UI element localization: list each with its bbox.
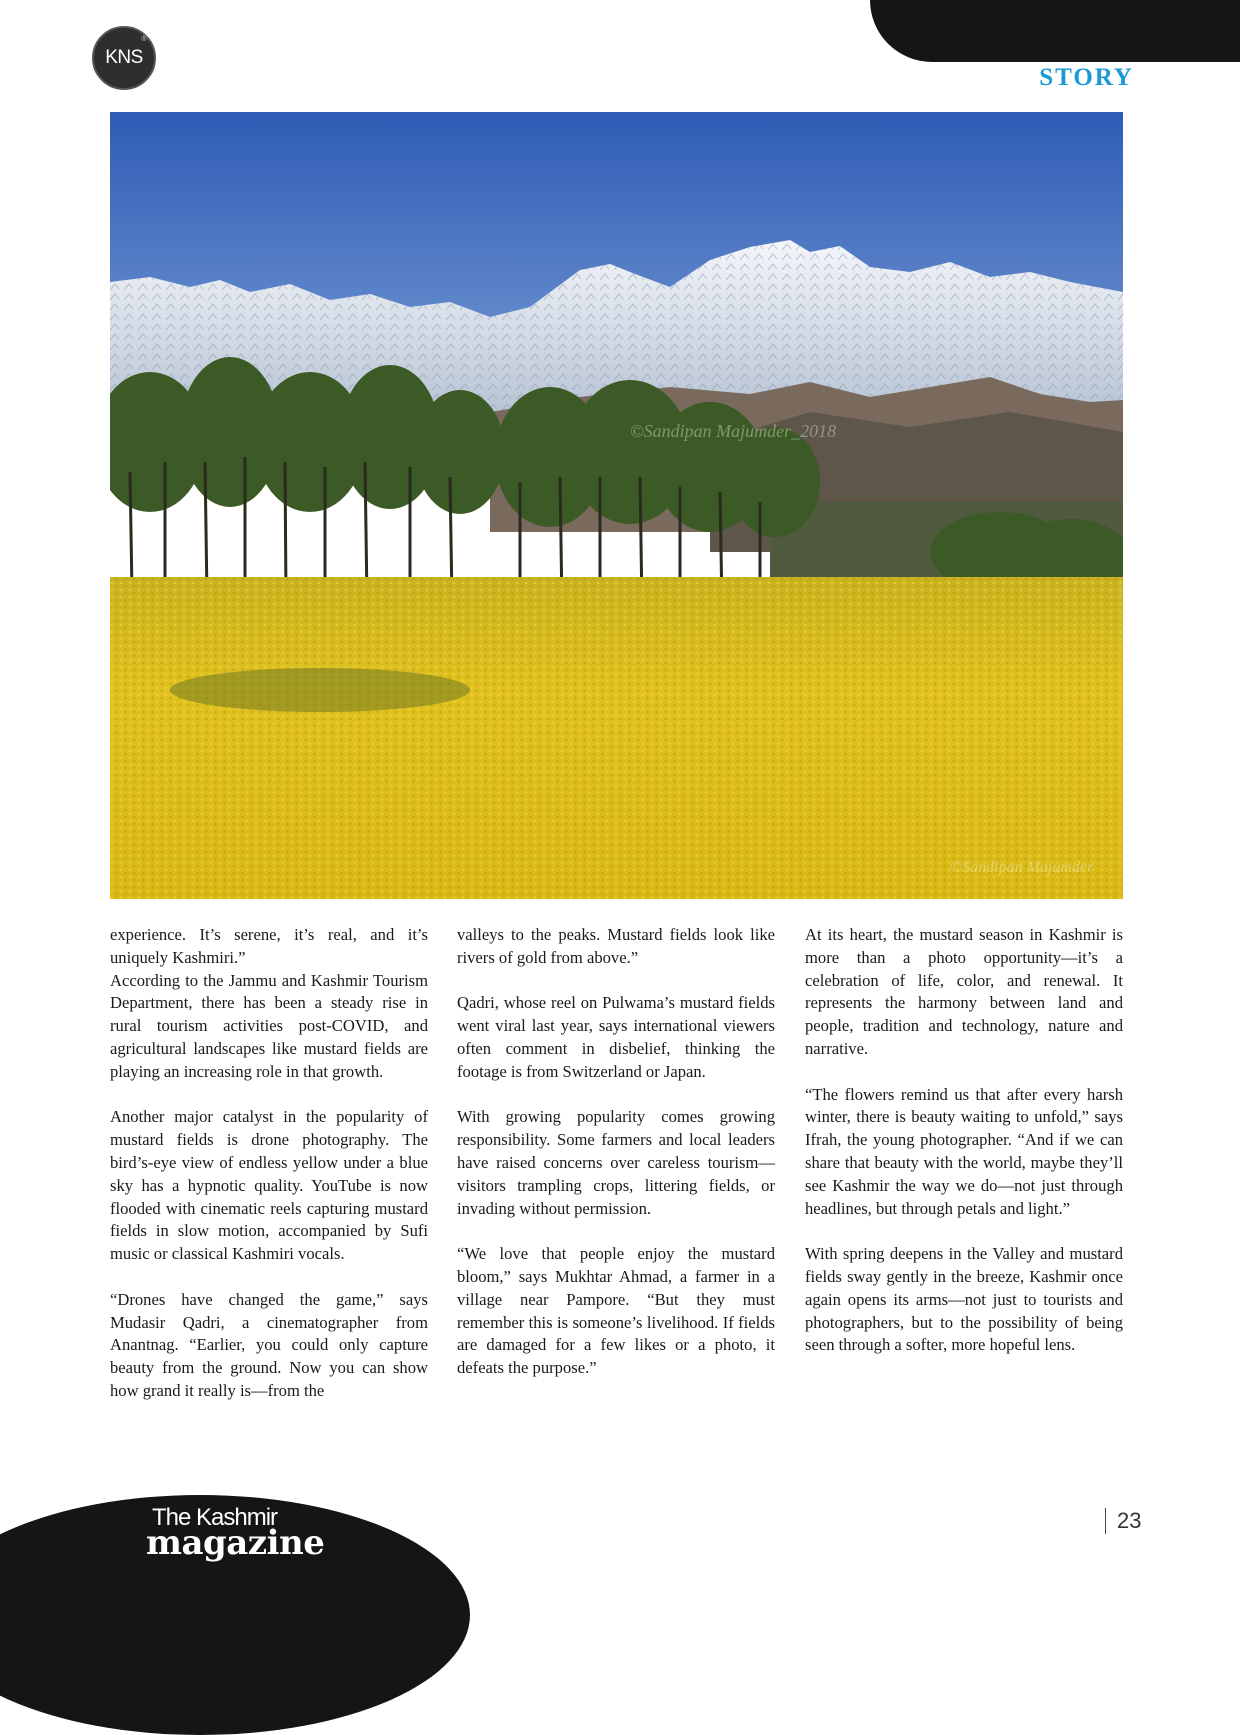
paragraph: Qadri, whose reel on Pulwama’s mustard fields went viral last year, says international viewers often comment in disbelief, thinking the footage is from Switzerland or Japan. xyxy=(457,993,775,1081)
field-patch xyxy=(170,668,470,712)
kns-logo-text: KNS xyxy=(105,47,143,68)
magazine-logo xyxy=(146,1504,325,1563)
article-column-3 xyxy=(805,924,1123,1380)
paragraph: At its heart, the mustard season in Kashmir is more than a photo opportunity—it’s a celebration of life, color, and renewal. It represents the harmony between land and people, tradition and technology, nature and narrative. xyxy=(805,925,1123,1058)
registered-mark: ® xyxy=(141,36,146,43)
paragraph: With growing popularity comes growing responsibility. Some farmers and local leaders have raised concerns over careless tourism—visitors trampling crops, littering fields, or invading without permission. xyxy=(457,1107,775,1218)
paragraph: With spring deepens in the Valley and mustard fields sway gently in the breeze, Kashmir once again opens its arms—not just to tourists and photographers, but to the possibility of being seen through a softer, more hopeful lens. xyxy=(805,1244,1123,1355)
kns-logo xyxy=(92,26,156,90)
article-column-1 xyxy=(110,924,428,1426)
magazine-logo-name: magazine xyxy=(146,1523,325,1563)
paragraph: valleys to the peaks. Mustard fields look like rivers of gold from above.” xyxy=(457,925,775,967)
mustard-field-photo xyxy=(110,112,1123,899)
paragraph: “We love that people enjoy the mustard bloom,” says Mukhtar Ahmad, a farmer in a village near Pampore. “But they must remember this is someone’s livelihood. If fields are damaged for a few likes or a photo, it defeats the purpose.” xyxy=(457,1244,775,1378)
photo-watermark-center: ©Sandipan Majumder_2018 xyxy=(630,421,837,441)
section-label: STORY xyxy=(1039,64,1134,91)
article-column-2 xyxy=(457,924,775,1403)
article-columns xyxy=(110,924,1123,1444)
paragraph: experience. It’s serene, it’s real, and it’s uniquely Kashmiri.” xyxy=(110,925,428,967)
paragraph: “Drones have changed the game,” says Mudasir Qadri, a cinematographer from Anantnag. “Earlier, you could only capture beauty from the ground. Now you can show how grand it really is—from the xyxy=(110,1289,428,1400)
photo-watermark-corner: ©Sandipan Majumder xyxy=(950,859,1094,876)
magazine-logo-the-kashmir: The Kashmir xyxy=(152,1504,278,1531)
top-decorative-band xyxy=(870,0,1240,62)
page-number: 23 xyxy=(1105,1508,1141,1534)
paragraph: According to the Jammu and Kashmir Tourism Department, there has been a steady rise in rural tourism activities post-COVID, and agricultural landscapes like mustard fields are playing an increasing role in that growth. xyxy=(110,970,428,1081)
paragraph: Another major catalyst in the popularity of mustard fields is drone photography. The bird’s-eye view of endless yellow under a blue sky has a hypnotic quality. YouTube is now flooded with cinematic reels capturing mustard fields in slow motion, accompanied by Sufi music or classical Kashmiri vocals. xyxy=(110,1107,428,1264)
paragraph: “The flowers remind us that after every harsh winter, there is beauty waiting to unfold,” says Ifrah, the young photographer. “And if we can share that beauty with the world, maybe they’ll see Kashmir the way we do—not just through headlines, but through petals and light.” xyxy=(805,1084,1123,1218)
